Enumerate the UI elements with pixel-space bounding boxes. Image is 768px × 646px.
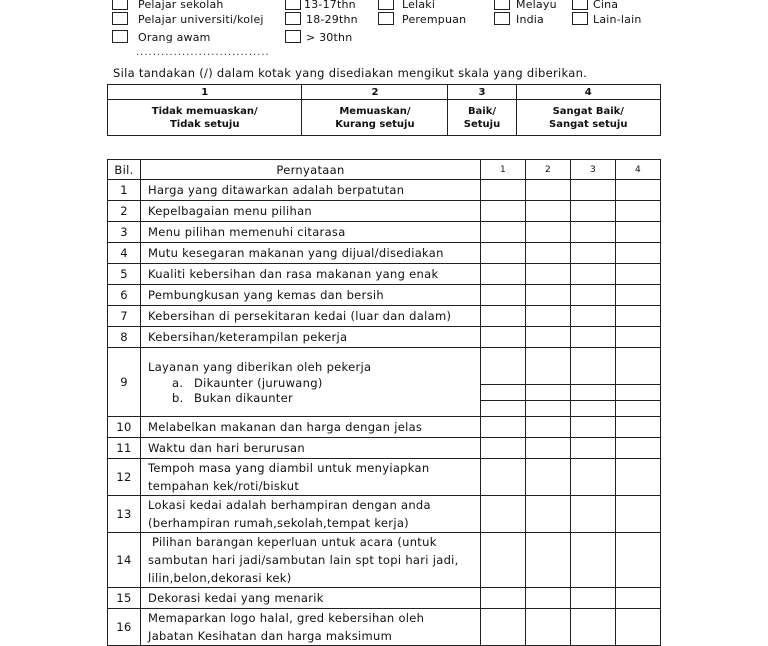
rating-cell-2[interactable] (526, 243, 571, 264)
table-row (108, 459, 661, 496)
question-statement (141, 222, 481, 243)
checkbox-over-30[interactable] (285, 30, 301, 43)
rating-cell-4[interactable] (616, 438, 661, 459)
scale-label: Baik/ Setuju (448, 100, 516, 136)
rating-cell-3[interactable] (571, 459, 616, 496)
rating-cell-1[interactable] (481, 264, 526, 285)
scale-label: Tidak memuaskan/ Tidak setuju (108, 100, 302, 136)
option-label: Lain-lain (593, 13, 642, 26)
question-statement (141, 201, 481, 222)
question-number: 16 (108, 609, 141, 646)
rating-cell-2[interactable] (526, 285, 571, 306)
rating-cell-4[interactable] (616, 401, 661, 417)
checkbox-pelajar-universiti[interactable] (112, 12, 128, 25)
rating-cell-3[interactable] (571, 401, 616, 417)
sub-text: Dikaunter (juruwang) (194, 376, 323, 390)
rating-cell-2[interactable] (526, 264, 571, 285)
question-number: 12 (108, 459, 141, 496)
table-row (108, 264, 661, 285)
option-label: Lelaki (402, 0, 436, 11)
rating-cell-4[interactable] (616, 609, 661, 646)
rating-cell-4[interactable] (616, 327, 661, 348)
scale-number: 3 (448, 85, 516, 100)
statement-line: Tempoh masa yang diambil untuk menyiapkan (148, 461, 430, 475)
rating-cell-4[interactable] (616, 201, 661, 222)
question-statement (141, 588, 481, 609)
table-row (108, 285, 661, 306)
rating-cell-3[interactable] (571, 533, 616, 588)
rating-cell-4[interactable] (616, 285, 661, 306)
rating-cell-2[interactable] (526, 201, 571, 222)
header-scale-1: 1 (481, 160, 526, 180)
statement-line: Menu pilihan memenuhi citarasa (148, 225, 346, 239)
rating-cell-1[interactable] (481, 459, 526, 496)
rating-cell-1[interactable] (481, 417, 526, 438)
rating-cell-2[interactable] (526, 327, 571, 348)
question-statement (141, 438, 481, 459)
question-number: 9 (108, 348, 141, 417)
rating-cell-1[interactable] (481, 588, 526, 609)
rating-cell-2[interactable] (526, 385, 571, 401)
table-row (108, 306, 661, 327)
table-row (108, 327, 661, 348)
sub-statement (148, 391, 480, 406)
option-label: Perempuan (402, 13, 467, 26)
rating-cell-1[interactable] (481, 285, 526, 306)
rating-cell-3[interactable] (571, 180, 616, 201)
question-number: 6 (108, 285, 141, 306)
statement-line: Kualiti kebersihan dan rasa makanan yang enak (148, 267, 439, 281)
checkbox-lelaki[interactable] (378, 0, 394, 10)
rating-cell-4[interactable] (616, 533, 661, 588)
option-label: > 30thn (306, 31, 353, 44)
rating-cell-2[interactable] (526, 417, 571, 438)
scale-number: 4 (516, 85, 660, 100)
sub-statement (148, 376, 480, 391)
question-number: 10 (108, 417, 141, 438)
rating-cell-4[interactable] (616, 348, 661, 385)
statement-line: (berhampiran rumah,sekolah,tempat kerja) (148, 516, 409, 530)
scale-number: 2 (302, 85, 448, 100)
question-number: 8 (108, 327, 141, 348)
rating-cell-1[interactable] (481, 201, 526, 222)
rating-cell-2[interactable] (526, 588, 571, 609)
rating-cell-3[interactable] (571, 385, 616, 401)
table-row (108, 609, 661, 646)
rating-cell-4[interactable] (616, 496, 661, 533)
rating-cell-1[interactable] (481, 327, 526, 348)
statement-line: Kebersihan/keterampilan pekerja (148, 330, 348, 344)
question-statement (141, 243, 481, 264)
question-number: 11 (108, 438, 141, 459)
rating-scale-table (107, 84, 661, 136)
statement-line: Jabatan Kesihatan dan harga maksimum (148, 629, 393, 643)
option-label: Melayu (516, 0, 557, 11)
question-statement (141, 306, 481, 327)
rating-cell-3[interactable] (571, 264, 616, 285)
question-statement (141, 533, 481, 588)
checkbox-india[interactable] (494, 12, 510, 25)
rating-cell-3[interactable] (571, 327, 616, 348)
rating-cell-4[interactable] (616, 243, 661, 264)
sub-letter: a. (172, 376, 184, 390)
question-number: 3 (108, 222, 141, 243)
question-number: 14 (108, 533, 141, 588)
question-statement (141, 417, 481, 438)
rating-cell-2[interactable] (526, 348, 571, 385)
rating-cell-1[interactable] (481, 180, 526, 201)
questionnaire-table (107, 159, 661, 646)
statement-line: lilin,belon,dekorasi kek) (148, 571, 292, 585)
rating-cell-3[interactable] (571, 306, 616, 327)
rating-cell-4[interactable] (616, 417, 661, 438)
table-row (108, 348, 661, 385)
rating-cell-4[interactable] (616, 459, 661, 496)
rating-cell-3[interactable] (571, 222, 616, 243)
statement-line: Waktu dan hari berurusan (148, 441, 305, 455)
option-label: India (516, 13, 544, 26)
table-row (108, 201, 661, 222)
question-statement (141, 180, 481, 201)
rating-cell-2[interactable] (526, 609, 571, 646)
rating-cell-1[interactable] (481, 401, 526, 417)
question-number: 2 (108, 201, 141, 222)
header-scale-2: 2 (526, 160, 571, 180)
rating-cell-1[interactable] (481, 243, 526, 264)
rating-cell-3[interactable] (571, 201, 616, 222)
other-blank-line: ................................ (136, 47, 270, 58)
rating-cell-2[interactable] (526, 222, 571, 243)
checkbox-pelajar-sekolah[interactable] (112, 0, 128, 10)
rating-cell-4[interactable] (616, 222, 661, 243)
rating-cell-2[interactable] (526, 180, 571, 201)
rating-cell-1[interactable] (481, 348, 526, 385)
statement-line: Pilihan barangan keperluan untuk acara (untuk (148, 535, 437, 549)
statement-line: Lokasi kedai adalah berhampiran dengan anda (148, 498, 431, 512)
question-number: 15 (108, 588, 141, 609)
rating-cell-4[interactable] (616, 588, 661, 609)
table-row (108, 243, 661, 264)
table-header-row (108, 160, 661, 180)
option-label: Cina (593, 0, 619, 11)
rating-cell-2[interactable] (526, 459, 571, 496)
statement-line: Kepelbagaian menu pilihan (148, 204, 313, 218)
question-number: 7 (108, 306, 141, 327)
statement-line: Melabelkan makanan dan harga dengan jelas (148, 420, 423, 434)
statement-line: Kebersihan di persekitaran kedai (luar dan dalam) (148, 309, 452, 323)
rating-cell-1[interactable] (481, 306, 526, 327)
statement-line: Memaparkan logo halal, gred kebersihan oleh (148, 611, 425, 625)
rating-cell-4[interactable] (616, 180, 661, 201)
question-statement (141, 609, 481, 646)
rating-cell-3[interactable] (571, 243, 616, 264)
option-label: 13-17thn (304, 0, 356, 11)
checkbox-orang-awam[interactable] (112, 30, 128, 43)
rating-cell-3[interactable] (571, 438, 616, 459)
rating-cell-2[interactable] (526, 533, 571, 588)
rating-cell-3[interactable] (571, 417, 616, 438)
question-number: 1 (108, 180, 141, 201)
checkbox-18-29[interactable] (285, 12, 301, 25)
rating-cell-2[interactable] (526, 438, 571, 459)
rating-cell-2[interactable] (526, 306, 571, 327)
question-statement (141, 327, 481, 348)
statement-line: Layanan yang diberikan oleh pekerja (148, 360, 372, 374)
rating-cell-2[interactable] (526, 401, 571, 417)
header-scale-3: 3 (571, 160, 616, 180)
statement-line: sambutan hari jadi/sambutan lain spt topi hari jadi, (148, 553, 459, 567)
table-row (108, 588, 661, 609)
checkbox-lain-lain[interactable] (572, 12, 588, 25)
header-scale-4: 4 (616, 160, 661, 180)
option-label: Pelajar sekolah (138, 0, 224, 11)
statement-line: Pembungkusan yang kemas dan bersih (148, 288, 384, 302)
rating-cell-1[interactable] (481, 438, 526, 459)
rating-cell-3[interactable] (571, 285, 616, 306)
option-label: Orang awam (138, 31, 211, 44)
scale-number: 1 (108, 85, 302, 100)
question-statement (141, 285, 481, 306)
question-statement (141, 459, 481, 496)
option-label: 18-29thn (306, 13, 358, 26)
table-row (108, 533, 661, 588)
rating-cell-1[interactable] (481, 385, 526, 401)
table-row (108, 496, 661, 533)
question-statement (141, 496, 481, 533)
checkbox-13-17[interactable] (285, 0, 301, 10)
question-number: 13 (108, 496, 141, 533)
sub-letter: b. (172, 391, 184, 405)
rating-cell-3[interactable] (571, 588, 616, 609)
sub-text: Bukan dikaunter (194, 391, 294, 405)
table-row (108, 438, 661, 459)
header-bil: Bil. (108, 160, 141, 180)
table-row (108, 180, 661, 201)
table-row (108, 417, 661, 438)
question-number: 5 (108, 264, 141, 285)
rating-cell-1[interactable] (481, 609, 526, 646)
statement-line: tempahan kek/roti/biskut (148, 479, 300, 493)
rating-instruction: Sila tandakan (/) dalam kotak yang disediakan mengikut skala yang diberikan. (113, 66, 588, 80)
rating-cell-4[interactable] (616, 306, 661, 327)
question-statement (141, 264, 481, 285)
rating-cell-2[interactable] (526, 496, 571, 533)
question-number: 4 (108, 243, 141, 264)
rating-cell-1[interactable] (481, 222, 526, 243)
checkbox-perempuan[interactable] (378, 12, 394, 25)
rating-cell-3[interactable] (571, 496, 616, 533)
option-label: Pelajar universiti/kolej (138, 13, 264, 26)
header-statement: Pernyataan (141, 160, 481, 180)
rating-cell-3[interactable] (571, 609, 616, 646)
rating-cell-4[interactable] (616, 385, 661, 401)
rating-cell-4[interactable] (616, 264, 661, 285)
rating-cell-1[interactable] (481, 533, 526, 588)
checkbox-cina[interactable] (572, 0, 588, 10)
scale-label: Memuaskan/ Kurang setuju (302, 100, 448, 136)
question-statement (141, 348, 481, 417)
statement-line: Dekorasi kedai yang menarik (148, 591, 324, 605)
table-row (108, 222, 661, 243)
statement-line: Mutu kesegaran makanan yang dijual/disediakan (148, 246, 444, 260)
rating-cell-1[interactable] (481, 496, 526, 533)
scale-label: Sangat Baik/ Sangat setuju (516, 100, 660, 136)
statement-line: Harga yang ditawarkan adalah berpatutan (148, 183, 405, 197)
checkbox-melayu[interactable] (494, 0, 510, 10)
rating-cell-3[interactable] (571, 348, 616, 385)
